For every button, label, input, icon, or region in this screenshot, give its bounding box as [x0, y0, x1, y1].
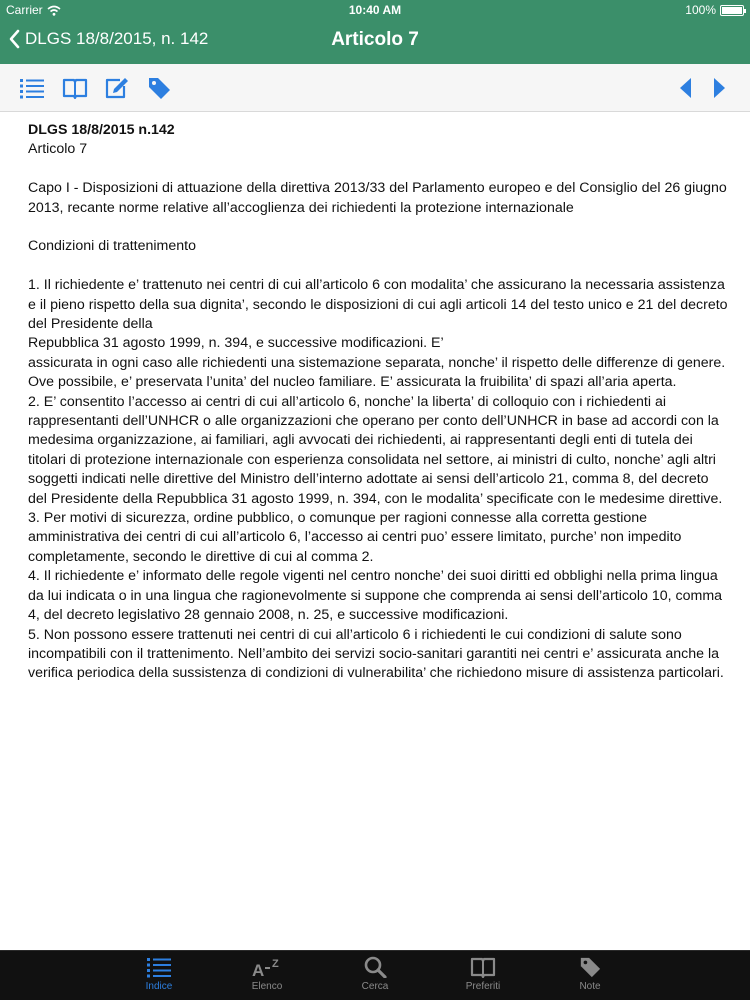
article-content [28, 121, 728, 684]
tag-icon [146, 76, 172, 100]
page-title: Articolo 7 [331, 29, 419, 50]
article-number: Articolo 7 [28, 141, 88, 158]
search-icon [363, 956, 387, 978]
battery-icon [720, 5, 744, 16]
paragraph-3: 3. Per motivi di sicurezza, ordine pubblico, o comunque per ragioni connesse alla corretta gestione amministrativa dei centri di cui all’articolo 6, l’accesso ai centri puo’ essere limitato, purche’ non impedito completamente, secondo le direttive di cui al comma 2. [28, 510, 682, 565]
read-button[interactable] [62, 76, 88, 100]
tab-indice-label: Indice [145, 981, 173, 992]
tab-note[interactable] [550, 956, 630, 992]
article-heading: Condizioni di trattenimento [28, 238, 196, 255]
status-bar [0, 0, 750, 20]
status-battery [685, 3, 744, 17]
az-icon [251, 956, 283, 978]
tab-preferiti-label: Preferiti [465, 981, 501, 992]
toolbar [0, 64, 750, 112]
navigation-bar [0, 0, 750, 64]
edit-icon [104, 76, 130, 100]
tag-icon [577, 956, 603, 978]
book-icon [470, 956, 496, 978]
tab-note-label: Note [579, 981, 601, 992]
list-icon [146, 956, 172, 978]
paragraph-1c: assicurata in ogni caso alle richiedenti una sistemazione separata, nonche’ il rispetto delle differenze di genere. Ove possibile, e’ preservata l’unita’ del nucleo familiare. E’ assicurata la fruibilita’ di spazi all’aria aperta. [28, 354, 726, 391]
index-list-button[interactable] [19, 76, 45, 100]
book-icon [62, 77, 88, 99]
prev-arrow-icon [678, 77, 694, 99]
svg-text:A: A [252, 961, 265, 978]
tab-indice[interactable] [119, 956, 199, 992]
paragraph-4: 4. Il richiedente e’ informato delle regole vigenti nel centro nonche’ dei suoi diritti ed obblighi nella prima lingua da lui indicata o in una lingua che ragionevolmente si suppone che comprenda ai sensi dell’articolo 10, comma 4, del decreto legislativo 28 gennaio 2008, n. 25, e successive modificazioni. [28, 568, 723, 624]
tab-preferiti[interactable] [443, 956, 523, 992]
battery-percent: 100% [685, 3, 716, 17]
list-icon [19, 77, 45, 99]
paragraph-5: 5. Non possono essere trattenuti nei centri di cui all’articolo 6 i richiedenti le cui condizioni di salute sono incompatibili con il trattenimento. Nell’ambito dei servizi socio-sanitari garantiti nei centri e’ assicurata anche la verifica periodica della sussistenza di condizioni di vulnerabilita’ che richiedono misure di assistenza particolari. [28, 626, 724, 682]
next-arrow-icon [711, 77, 727, 99]
carrier-label: Carrier [6, 3, 43, 17]
chapter-text: Capo I - Disposizioni di attuazione della direttiva 2013/33 del Parlamento europeo e del Consiglio del 26 giugno 2013, recante norme relative all’accoglienza dei richiedenti la protezione internazionale [28, 180, 727, 216]
edit-note-button[interactable] [104, 76, 130, 100]
status-time: 10:40 AM [348, 3, 402, 17]
tab-elenco[interactable] [227, 956, 307, 992]
tab-bar [0, 950, 750, 1000]
law-title: DLGS 18/8/2015 n.142 [28, 122, 175, 138]
paragraph-1b: Repubblica 31 agosto 1999, n. 394, e successive modificazioni. E’ [28, 335, 444, 352]
tab-cerca[interactable] [335, 956, 415, 992]
previous-article-button[interactable] [673, 76, 699, 100]
paragraph-2: 2. E’ consentito l’accesso ai centri di cui all’articolo 6, nonche’ la liberta’ di colloquio con i richiedenti ai rappresentanti dell’UNHCR o alle organizzazioni che operano per conto dell’UNHCR in base ad accordi con la medesima organizzazione, ai familiari, agli avvocati dei richiedenti, ai rappresentanti degli enti di tutela dei titolari di protezione internazionale con esperienza consolidata nel settore, ai ministri di culto, nonche’ agli altri soggetti indicati nelle direttive del Ministro dell’interno adottate ai sensi dell’articolo 21, comma 8, del decreto del Presidente della Repubblica 31 agosto 1999, n. 394, con le modalita’ specificate con le medesime direttive. [28, 393, 723, 507]
tab-elenco-label: Elenco [251, 981, 283, 992]
tag-button[interactable] [146, 76, 172, 100]
tab-cerca-label: Cerca [361, 981, 389, 992]
svg-text:Z: Z [272, 958, 279, 970]
back-button-label: DLGS 18/8/2015, n. 142 [25, 29, 209, 48]
paragraph-1a: 1. Il richiedente e’ trattenuto nei centri di cui all’articolo 6 con modalita’ che assicurano la necessaria assistenza e il pieno rispetto della sua dignita’, secondo le disposizioni di cui agli articoli 14 del testo unico e 21 del decreto del Presidente della [28, 277, 728, 333]
next-article-button[interactable] [706, 76, 732, 100]
